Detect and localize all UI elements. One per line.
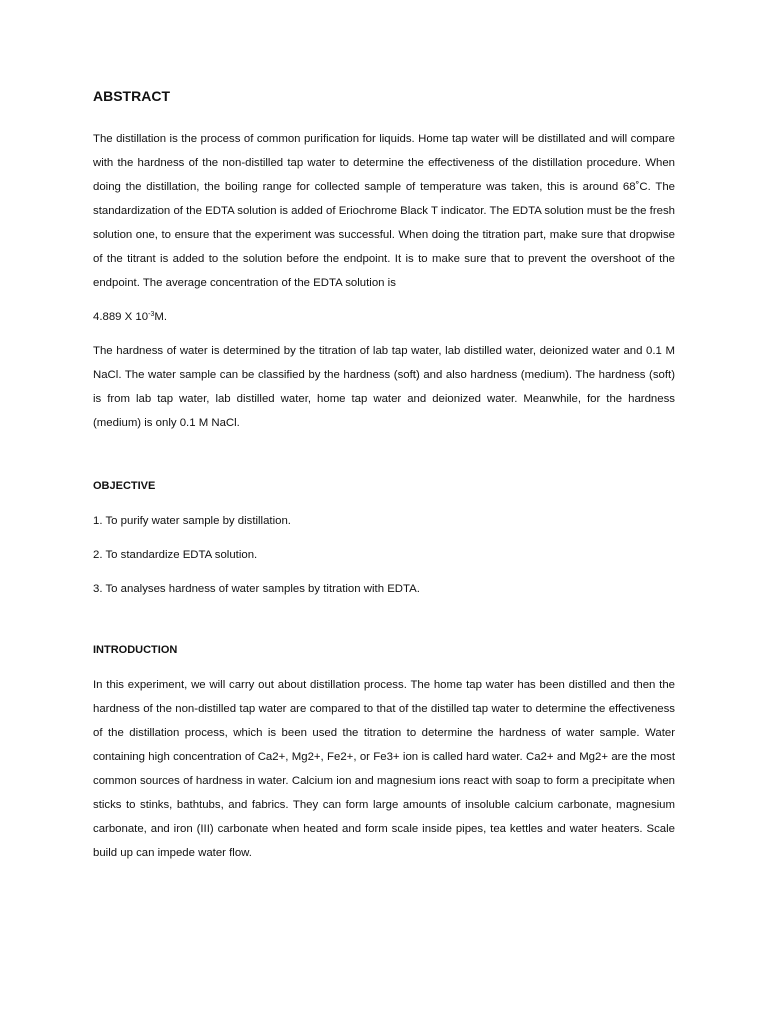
- concentration-value: 4.889 X 10: [93, 311, 149, 323]
- concentration-exponent: -3: [148, 311, 155, 318]
- abstract-heading: ABSTRACT: [93, 88, 170, 104]
- objective-item-1: 1. To purify water sample by distillation.: [93, 515, 291, 527]
- document-page: [93, 86, 675, 865]
- edta-concentration: [93, 305, 675, 329]
- abstract-paragraph: The distillation is the process of common purification for liquids. Home tap water will be distillated and will compare with the hardness of the non-distilled tap water to determine the effectiveness of the distillation procedure. When doing the distillation, the boiling range for collected sample of temperature was taken, this is around 68˚C. The standardization of the EDTA solution is added of Eriochrome Black T indicator. The EDTA solution must be the fresh solution one, to ensure that the experiment was successful. When doing the titration part, make sure that dropwise of the titrant is added to the solution before the endpoint. It is to make sure that to prevent the overshoot of the endpoint. The average concentration of the EDTA solution is: [93, 133, 675, 289]
- introduction-heading: INTRODUCTION: [93, 644, 178, 656]
- concentration-unit: M.: [154, 311, 167, 323]
- introduction-paragraph: In this experiment, we will carry out about distillation process. The home tap water has been distilled and then the hardness of the non-distilled tap water are compared to that of the distilled tap water to determine the effectiveness of the distillation process, which is been used the titration to determine the hardness of water sample. Water containing high concentration of Ca2+, Mg2+, Fe2+, or Fe3+ ion is called hard water. Ca2+ and Mg2+ are the most common sources of hardness in water. Calcium ion and magnesium ions react with soap to form a precipitate when sticks to stinks, bathtubs, and fabrics. They can form large amounts of insoluble calcium carbonate, magnesium carbonate, and iron (III) carbonate when heated and form scale inside pipes, tea kettles and water heaters. Scale build up can impede water flow.: [93, 679, 675, 859]
- hardness-paragraph: The hardness of water is determined by the titration of lab tap water, lab distilled water, deionized water and 0.1 M NaCl. The water sample can be classified by the hardness (soft) and also hardness (medium). The hardness (soft) is from lab tap water, lab distilled water, home tap water and deionized water. Meanwhile, for the hardness (medium) is only 0.1 M NaCl.: [93, 345, 675, 429]
- objective-item-2: 2. To standardize EDTA solution.: [93, 549, 258, 561]
- objective-heading: OBJECTIVE: [93, 480, 156, 492]
- objective-item-3: 3. To analyses hardness of water samples by titration with EDTA.: [93, 583, 420, 595]
